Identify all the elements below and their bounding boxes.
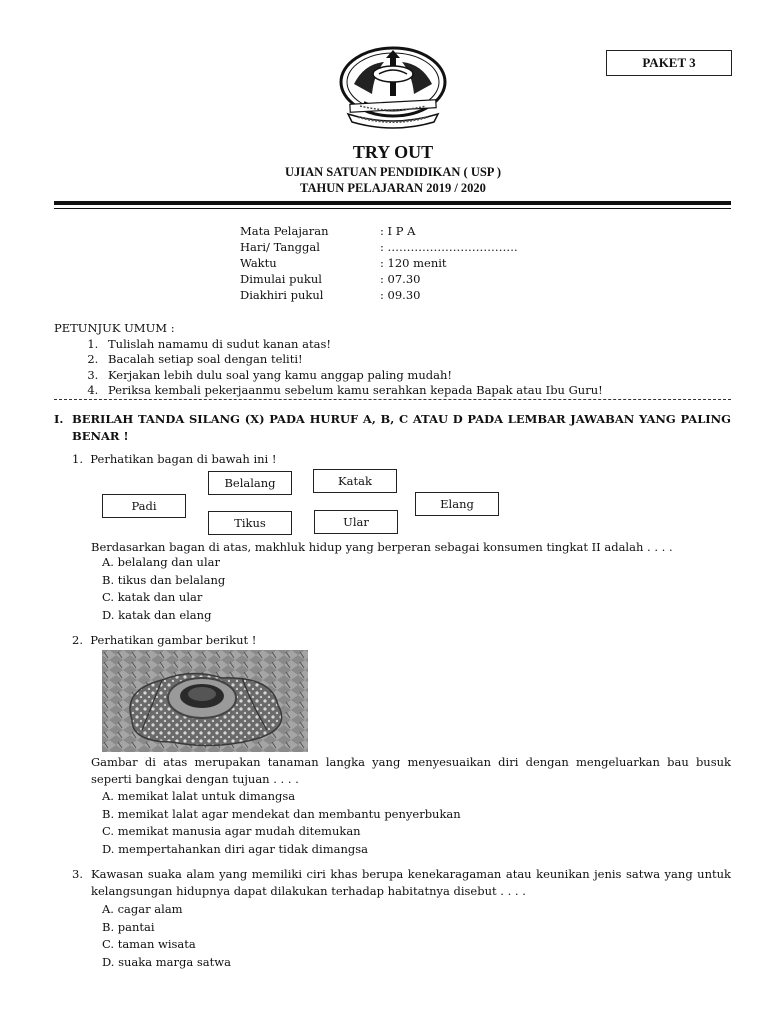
question-number: 1.	[72, 452, 83, 466]
question-2-prompt	[72, 632, 256, 649]
question-prompt: Perhatikan gambar berikut !	[90, 633, 257, 647]
diagram-node-elang: Elang	[415, 492, 499, 516]
question-number: 2.	[72, 633, 83, 647]
instruction-item: 3. Kerjakan lebih dulu soal yang kamu anggap paling mudah!	[102, 368, 603, 384]
regency-emblem-logo	[334, 44, 452, 130]
general-instructions	[54, 321, 603, 399]
answer-option[interactable]: C. taman wisata	[102, 937, 196, 951]
info-label: Dimulai pukul	[240, 272, 322, 286]
diagram-node-padi: Padi	[102, 494, 186, 518]
answer-option[interactable]: B. pantai	[102, 919, 155, 934]
question-1-prompt	[72, 451, 276, 468]
info-label: Hari/ Tanggal	[240, 240, 320, 254]
info-row	[240, 287, 518, 303]
instructions-heading: PETUNJUK UMUM :	[54, 321, 175, 335]
section-number: I.	[54, 412, 64, 426]
diagram-node-belalang: Belalang	[208, 471, 292, 495]
answer-option[interactable]: A. cagar alam	[102, 902, 183, 916]
rafflesia-flower-image	[102, 650, 308, 752]
document-title: TRY OUT	[352, 142, 434, 162]
answer-option[interactable]: A. belalang dan ular	[102, 555, 220, 569]
info-label: Diakhiri pukul	[240, 288, 324, 302]
info-value: : 09.30	[380, 288, 421, 302]
answer-option[interactable]: D. mempertahankan diri agar tidak dimangsa	[102, 841, 368, 856]
info-label: Waktu	[240, 256, 277, 270]
answer-option[interactable]: D. suaka marga satwa	[102, 954, 231, 969]
answer-option[interactable]: B. memikat lalat agar mendekat dan membantu penyerbukan	[102, 806, 461, 821]
info-value: : 120 menit	[380, 256, 447, 270]
info-value: : …………………………….	[380, 240, 518, 254]
info-row	[240, 223, 518, 239]
info-row	[240, 271, 518, 287]
info-row	[240, 239, 518, 255]
exam-subtitle: UJIAN SATUAN PENDIDIKAN ( USP )	[284, 165, 502, 179]
section-instruction: BERILAH TANDA SILANG (X) PADA HURUF A, B, C ATAU D PADA LEMBAR JAWABAN YANG PALING BENAR !	[72, 412, 731, 443]
question-prompt: Perhatikan bagan di bawah ini !	[90, 452, 277, 466]
answer-option[interactable]: C. memikat manusia agar mudah ditemukan	[102, 824, 361, 838]
academic-year: TAHUN PELAJARAN 2019 / 2020	[300, 181, 486, 195]
answer-option[interactable]: A. memikat lalat untuk dimangsa	[102, 789, 296, 803]
answer-option[interactable]: B. tikus dan belalang	[102, 572, 226, 587]
info-value: : 07.30	[380, 272, 421, 286]
instructions-list	[54, 337, 603, 399]
exam-info	[240, 223, 518, 303]
section-heading	[54, 411, 731, 445]
diagram-node-ular: Ular	[314, 510, 398, 534]
question-1-options	[102, 554, 225, 624]
instruction-item: 2. Bacalah setiap soal dengan teliti!	[102, 352, 603, 368]
header-rule-thin	[54, 208, 731, 209]
answer-option[interactable]: C. katak dan ular	[102, 590, 203, 604]
info-label: Mata Pelajaran	[240, 224, 329, 238]
info-value: : I P A	[380, 224, 416, 238]
answer-option[interactable]: D. katak dan elang	[102, 607, 212, 622]
question-3-options	[102, 901, 231, 971]
instruction-item: 1. Tulislah namamu di sudut kanan atas!	[102, 337, 603, 353]
diagram-node-tikus: Tikus	[208, 511, 292, 535]
instruction-item: 4. Periksa kembali pekerjaanmu sebelum kamu serahkan kepada Bapak atau Ibu Guru!	[102, 383, 603, 399]
package-label: PAKET 3	[606, 50, 732, 76]
header-rule-thick	[54, 201, 731, 205]
question-stem: Berdasarkan bagan di atas, makhluk hidup yang berperan sebagai konsumen tingkat II adalah . . . .	[91, 540, 673, 554]
question-number: 3.	[72, 867, 83, 881]
question-stem: Gambar di atas merupakan tanaman langka yang menyesuaikan diri dengan mengeluarkan bau busuk seperti bangkai dengan tujuan . . . .	[91, 755, 731, 786]
question-3	[72, 866, 731, 900]
dashed-divider	[54, 399, 731, 400]
info-row	[240, 255, 518, 271]
question-stem: Kawasan suaka alam yang memiliki ciri khas berupa kenekaragaman atau keunikan jenis satwa yang untuk kelangsungan hidupnya dapat dilakukan terhadap habitatnya disebut . . . .	[91, 867, 731, 898]
question-2-options	[102, 788, 461, 858]
diagram-node-katak: Katak	[313, 469, 397, 493]
